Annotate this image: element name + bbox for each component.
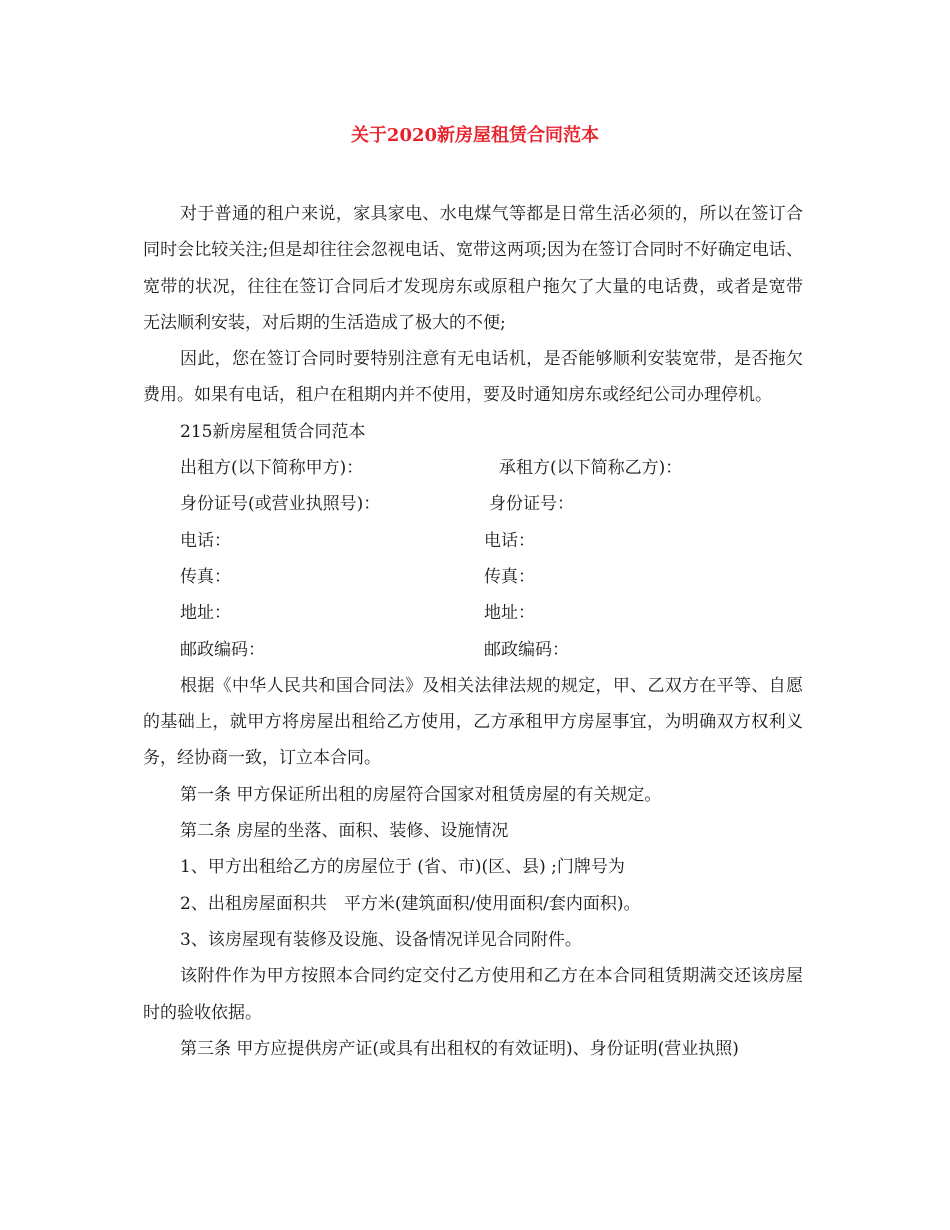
document-body (143, 196, 803, 1067)
lessee-address-label: 地址： (484, 603, 535, 624)
lessee-name-label: 承租方(以下简称乙方)： (499, 458, 683, 479)
lessor-fax-label: 传真： (180, 566, 231, 587)
lessor-postcode-label: 邮政编码： (180, 639, 265, 660)
lessor-phone-label: 电话： (180, 530, 231, 551)
lessee-phone-label: 电话： (484, 530, 535, 551)
lessor-name-label: 出租方(以下简称甲方)： (180, 458, 364, 479)
contract-clause: 第二条 房屋的坐落、面积、装修、设施情况 (180, 821, 509, 842)
lessee-id-label: 身份证号： (489, 494, 574, 515)
party-field-row (143, 595, 803, 631)
contract-clause: 根据《中华人民共和国合同法》及相关法律法规的规定，甲、乙双方在平等、自愿的基础上，就甲方将房屋出租给乙方使用，乙方承租甲方房屋事宜，为明确双方权利义务，经协商一致，订立本合同。 (143, 675, 803, 769)
lessor-address-label: 地址： (180, 603, 231, 624)
contract-heading: 215新房屋租赁合同范本 (180, 421, 366, 442)
party-field-row (143, 450, 803, 486)
party-field-row (143, 486, 803, 522)
party-field-row (143, 559, 803, 595)
contract-clause: 1、甲方出租给乙方的房屋位于 (省、市)(区、县) ;门牌号为 (180, 857, 625, 878)
lessee-postcode-label: 邮政编码： (484, 639, 569, 660)
contract-clause: 该附件作为甲方按照本合同约定交付乙方使用和乙方在本合同租赁期满交还该房屋时的验收依据。 (143, 966, 803, 1023)
contract-clause: 3、该房屋现有装修及设施、设备情况详见合同附件。 (180, 929, 582, 950)
party-field-row (143, 523, 803, 559)
contract-clause: 第三条 甲方应提供房产证(或具有出租权的有效证明)、身份证明(营业执照) (180, 1038, 739, 1059)
contract-clause: 2、出租房屋面积共 平方米(建筑面积/使用面积/套内面积)。 (180, 893, 641, 914)
document-title: 关于2020新房屋租赁合同范本 (350, 125, 600, 146)
contract-clause: 第一条 甲方保证所出租的房屋符合国家对租赁房屋的有关规定。 (180, 784, 662, 805)
lessor-id-label: 身份证号(或营业执照号)： (180, 494, 381, 515)
intro-paragraph: 因此，您在签订合同时要特别注意有无电话机，是否能够顺利安装宽带，是否拖欠费用。如果有电话，租户在租期内并不使用，要及时通知房东或经纪公司办理停机。 (143, 349, 803, 406)
party-field-row (143, 632, 803, 668)
intro-paragraph: 对于普通的租户来说，家具家电、水电煤气等都是日常生活必须的，所以在签订合同时会比较关注;但是却往往会忽视电话、宽带这两项;因为在签订合同时不好确定电话、宽带的状况，往往在签订合同后才发现房东或原租户拖欠了大量的电话费，或者是宽带无法顺利安装，对后期的生活造成了极大的不便; (143, 204, 803, 333)
lessee-fax-label: 传真： (484, 566, 535, 587)
